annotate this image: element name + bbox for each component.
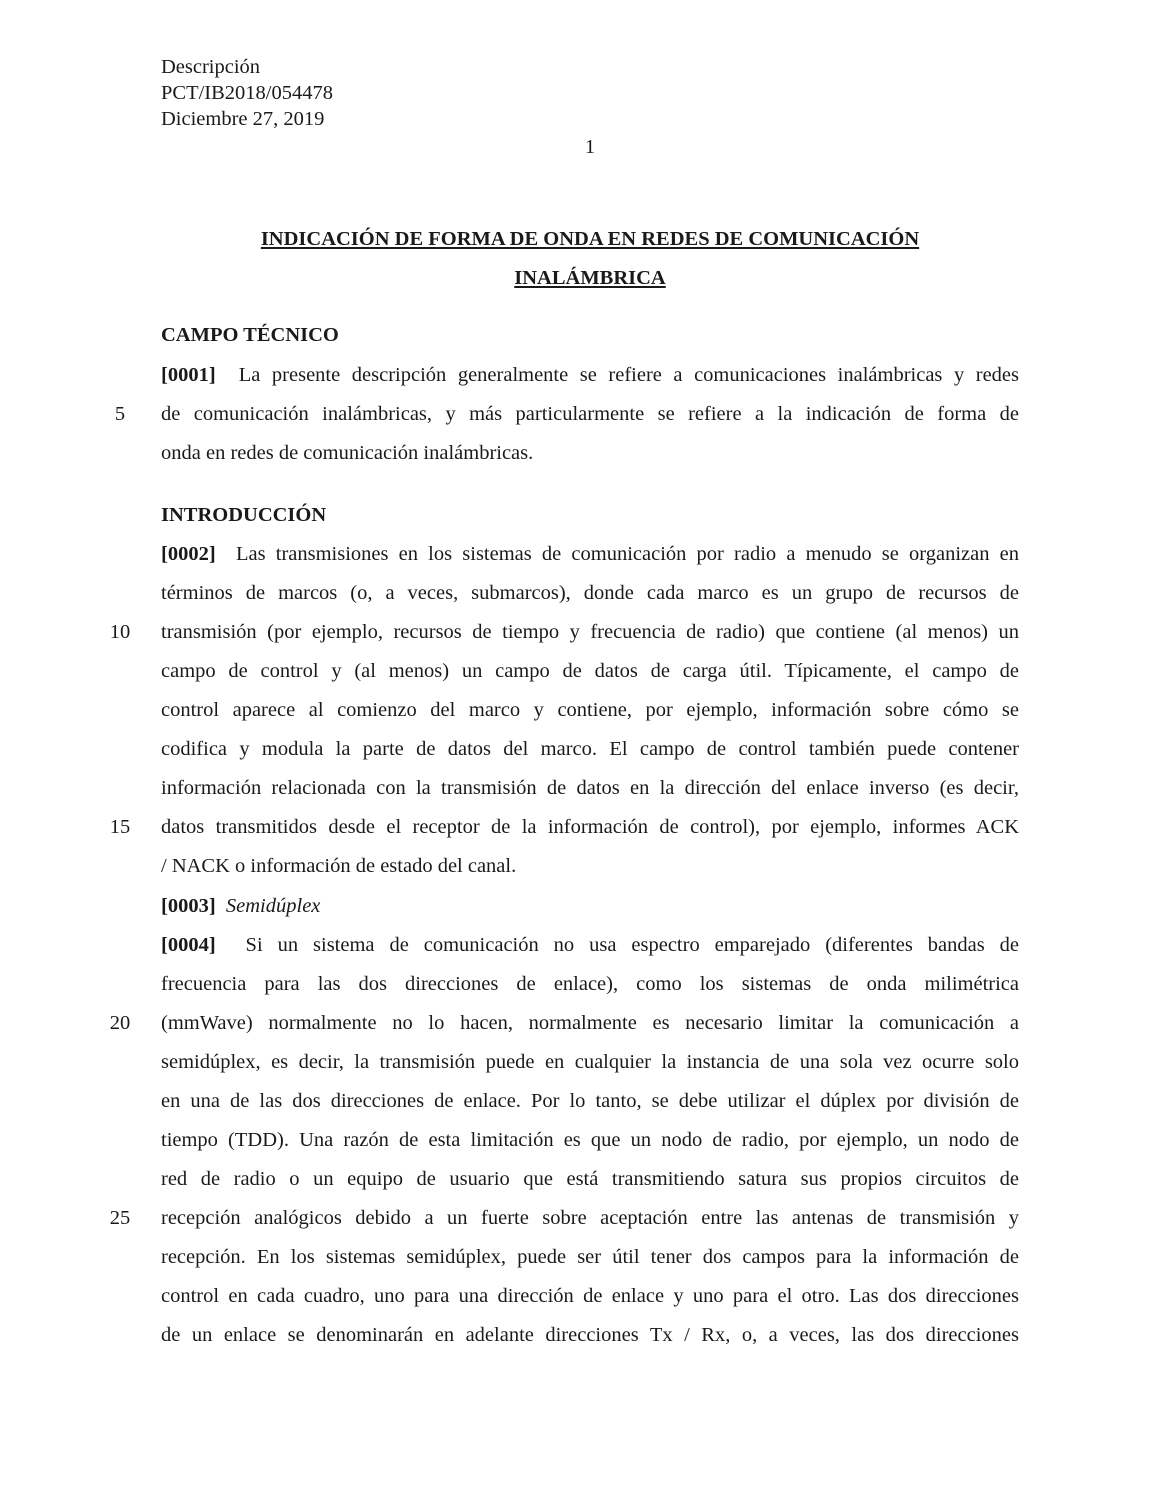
text-line: datos transmitidos desde el receptor de la información de control), por ejemplo, informes ACK [161, 816, 1019, 838]
text-line: [0002] Las transmisiones en los sistemas de comunicación por radio a menudo se organizan en [161, 543, 1020, 565]
text-line: tiempo (TDD). Una razón de esta limitación es que un nodo de radio, por ejemplo, un nodo de [161, 1129, 1019, 1151]
text-line: en una de las dos direcciones de enlace. Por lo tanto, se debe utilizar el dúplex por división de [161, 1090, 1019, 1112]
subheading-semiduplex: Semidúplex [225, 895, 321, 917]
text-line: términos de marcos (o, a veces, submarcos), donde cada marco es un grupo de recursos de [161, 582, 1019, 604]
text-line: frecuencia para las dos direcciones de enlace), como los sistemas de onda milimétrica [161, 973, 1019, 995]
text-line: (mmWave) normalmente no lo hacen, normalmente es necesario limitar la comunicación a [161, 1012, 1019, 1034]
text-line: [0001] La presente descripción generalmente se refiere a comunicaciones inalámbricas y redes [161, 364, 1020, 386]
text-line: de comunicación inalámbricas, y más particularmente se refiere a la indicación de forma de [161, 403, 1019, 425]
text-line: codifica y modula la parte de datos del marco. El campo de control también puede contener [161, 738, 1019, 760]
application-number: PCT/IB2018/054478 [161, 82, 333, 104]
text-line: onda en redes de comunicación inalámbricas. [161, 442, 534, 464]
paragraph-number: [0002] [161, 543, 216, 565]
text-line: red de radio o un equipo de usuario que está transmitiendo satura sus propios circuitos de [161, 1168, 1019, 1190]
document-header [161, 54, 333, 132]
line-number: 25 [109, 1207, 131, 1229]
paragraph-number: [0004] [161, 934, 216, 956]
doc-type: Descripción [161, 56, 261, 78]
document-title [120, 220, 1060, 298]
section-heading-campo-tecnico: CAMPO TÉCNICO [161, 324, 339, 346]
title-line-2: INALÁMBRICA [514, 267, 666, 289]
paragraph-number: [0003] [161, 895, 216, 917]
text-line: semidúplex, es decir, la transmisión puede en cualquier la instancia de una sola vez ocurre solo [161, 1051, 1019, 1073]
text-line: / NACK o información de estado del canal. [161, 855, 517, 877]
text-line: información relacionada con la transmisión de datos en la dirección del enlace inverso (es decir, [161, 777, 1019, 799]
page-number: 1 [584, 136, 596, 158]
paragraph-number: [0001] [161, 364, 216, 386]
line-number: 20 [109, 1012, 131, 1034]
section-heading-introduccion: INTRODUCCIÓN [161, 504, 327, 526]
text-line [161, 887, 1019, 926]
line-number: 15 [109, 816, 131, 838]
line-number: 5 [114, 403, 126, 425]
text-line: campo de control y (al menos) un campo de datos de carga útil. Típicamente, el campo de [161, 660, 1019, 682]
text-line: recepción. En los sistemas semidúplex, puede ser útil tener dos campos para la información de [161, 1246, 1019, 1268]
text-line: recepción analógicos debido a un fuerte sobre aceptación entre las antenas de transmisión y [161, 1207, 1019, 1229]
text-line: transmisión (por ejemplo, recursos de tiempo y frecuencia de radio) que contiene (al menos) un [161, 621, 1019, 643]
line-number: 10 [109, 621, 131, 643]
text-line: control aparece al comienzo del marco y contiene, por ejemplo, información sobre cómo se [161, 699, 1019, 721]
document-date: Diciembre 27, 2019 [161, 108, 325, 130]
text-line: de un enlace se denominarán en adelante direcciones Tx / Rx, o, a veces, las dos direcciones [161, 1324, 1019, 1346]
text-line: control en cada cuadro, uno para una dirección de enlace y uno para el otro. Las dos direcciones [161, 1285, 1019, 1307]
text-line: [0004] Si un sistema de comunicación no usa espectro emparejado (diferentes bandas de [161, 934, 1019, 956]
title-line-1: INDICACIÓN DE FORMA DE ONDA EN REDES DE COMUNICACIÓN [260, 228, 920, 250]
